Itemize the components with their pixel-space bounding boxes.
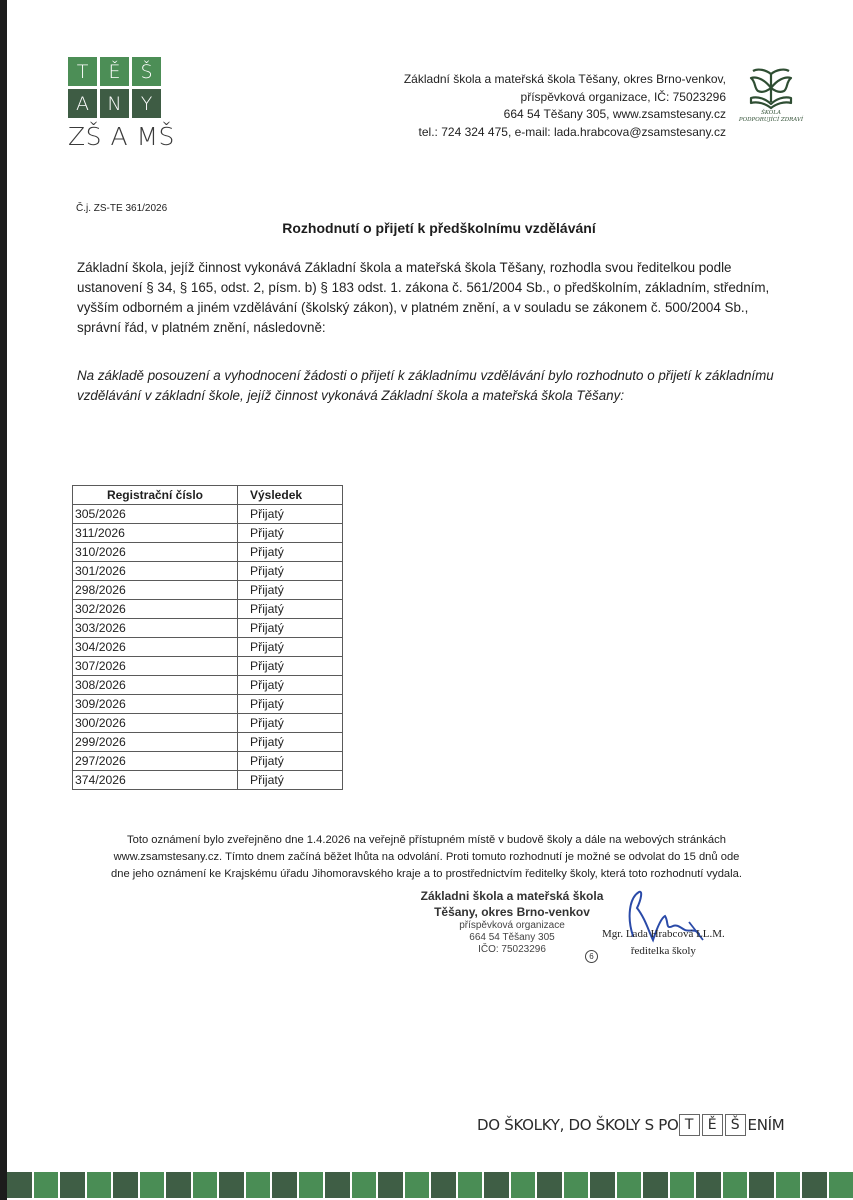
footer-square: [829, 1172, 853, 1198]
registration-number-cell: 311/2026: [73, 524, 238, 543]
table-row: [73, 714, 343, 733]
result-cell: Přijatý: [238, 543, 343, 562]
result-cell: Přijatý: [238, 657, 343, 676]
footer-square: [60, 1172, 85, 1198]
stamp-line: příspěvková organizace: [459, 920, 565, 931]
table-row: [73, 505, 343, 524]
table-row: [73, 524, 343, 543]
logo-subtitle: ZŠ A MŠ: [68, 122, 175, 151]
signer-name: Mgr. Lada Hrabcová LL.M.: [602, 928, 725, 940]
registration-number-cell: 310/2026: [73, 543, 238, 562]
address-line: tel.: 724 324 475, e-mail: lada.hrabcova@zsamstesany.cz: [418, 124, 726, 139]
footer-square: [166, 1172, 191, 1198]
registration-number-cell: 307/2026: [73, 657, 238, 676]
address-line: Základní škola a mateřská škola Těšany, okres Brno-venkov,: [403, 72, 726, 86]
table-row: [73, 733, 343, 752]
decision-paragraph: Základní škola, jejíž činnost vykonává Základní škola a mateřská škola Těšany, rozhodla svou ředitelkou podle ustanovení § 34, § 165, odst. 2, písm. b) § 183 odst. 1. zákona č. 561/2004 Sb., o předškolním, základním, středním, vyšším odborném a jiném vzdělávání (školský zákon), v platném znění, a v souladu se zákonem č. 500/2004 Sb., správní řád, v platném znění, následovně:: [77, 260, 770, 335]
signer-block: [602, 926, 725, 960]
decision-statement: Na základě posouzení a vyhodnocení žádosti o přijetí k základnímu vzdělávání bylo rozhodnuto o přijetí k základnímu vzdělávání v základní škole, jejíž činnost vykonává Základní škola a mateřská škola Těšany:: [77, 368, 774, 403]
table-row: [73, 543, 343, 562]
footer-square: [87, 1172, 112, 1198]
footer-square: [617, 1172, 642, 1198]
scan-edge: [0, 0, 7, 1200]
footer-square: [272, 1172, 297, 1198]
footer-square: [352, 1172, 377, 1198]
result-cell: Přijatý: [238, 619, 343, 638]
table-row: [73, 676, 343, 695]
registration-number-cell: 374/2026: [73, 771, 238, 790]
footer-square: [299, 1172, 324, 1198]
result-cell: Přijatý: [238, 695, 343, 714]
footer-square: [34, 1172, 59, 1198]
result-cell: Přijatý: [238, 752, 343, 771]
footer-square-band: [7, 1172, 853, 1200]
logo-letter: Y: [132, 89, 161, 118]
reference-number: Č.j. ZS-TE 361/2026: [76, 203, 168, 214]
stamp-line: Základni škola a mateřská škola: [420, 889, 604, 903]
slogan-text: DO ŠKOLKY, DO ŠKOLY S PO: [477, 1116, 679, 1134]
table-body: [73, 505, 343, 790]
result-cell: Přijatý: [238, 733, 343, 752]
registration-number-cell: 302/2026: [73, 600, 238, 619]
footer-square: [7, 1172, 32, 1198]
footer-square: [378, 1172, 403, 1198]
footer-square: [511, 1172, 536, 1198]
footer-square: [405, 1172, 430, 1198]
table-row: [73, 562, 343, 581]
logo-letter: N: [100, 89, 129, 118]
result-cell: Přijatý: [238, 505, 343, 524]
footer-square: [696, 1172, 721, 1198]
school-stamp: [398, 888, 626, 961]
document-title: Rozhodnutí o přijetí k předškolnímu vzdělávání: [282, 220, 596, 236]
registration-number-cell: 301/2026: [73, 562, 238, 581]
footer-square: [113, 1172, 138, 1198]
logo-letter: Ě: [100, 57, 129, 86]
table-row: [73, 657, 343, 676]
logo-letter: Š: [132, 57, 161, 86]
registration-number-cell: 300/2026: [73, 714, 238, 733]
footer-square: [723, 1172, 748, 1198]
result-cell: Přijatý: [238, 714, 343, 733]
book-tree-icon: [748, 66, 794, 110]
footer-square: [246, 1172, 271, 1198]
registration-number-cell: 303/2026: [73, 619, 238, 638]
slogan-box-letter: Š: [725, 1114, 746, 1136]
table-row: [73, 600, 343, 619]
school-logo: [68, 57, 175, 151]
footer-square: [431, 1172, 456, 1198]
health-school-emblem: [735, 66, 807, 124]
footer-square: [749, 1172, 774, 1198]
table-row: [73, 638, 343, 657]
emblem-line1: ŠKOLA: [761, 110, 781, 116]
registration-number-cell: 305/2026: [73, 505, 238, 524]
table-row: [73, 619, 343, 638]
slogan-text-end: ENÍM: [747, 1116, 785, 1134]
publication-notice: [60, 832, 793, 883]
footer-square: [458, 1172, 483, 1198]
notice-line: www.zsamstesany.cz. Tímto dnem začíná běžet lhůta na odvolání. Proti tomuto rozhodnutí je možné se odvolat do 15 dnů ode: [113, 851, 740, 863]
table-row: [73, 581, 343, 600]
footer-square: [670, 1172, 695, 1198]
table-row: [73, 752, 343, 771]
stamp-line: IČO: 75023296: [478, 944, 546, 955]
result-cell: Přijatý: [238, 638, 343, 657]
results-table: [72, 485, 343, 790]
result-cell: Přijatý: [238, 771, 343, 790]
logo-letter: A: [68, 89, 97, 118]
notice-line: dne jeho oznámení ke Krajskému úřadu Jihomoravského kraje a to prostřednictvím ředitelky školy, která toto rozhodnutí vydala.: [111, 868, 742, 880]
table-row: [73, 695, 343, 714]
slogan-box-letter: T: [679, 1114, 700, 1136]
footer-square: [484, 1172, 509, 1198]
registration-number-cell: 297/2026: [73, 752, 238, 771]
footer-square: [193, 1172, 218, 1198]
footer-square: [643, 1172, 668, 1198]
footer-square: [537, 1172, 562, 1198]
footer-square: [776, 1172, 801, 1198]
school-address: [404, 71, 726, 141]
stamp-number: 6: [585, 950, 598, 963]
registration-number-cell: 298/2026: [73, 581, 238, 600]
footer-square: [590, 1172, 615, 1198]
result-cell: Přijatý: [238, 676, 343, 695]
signer-role: ředitelka školy: [630, 945, 696, 957]
footer-square: [325, 1172, 350, 1198]
result-cell: Přijatý: [238, 600, 343, 619]
emblem-line2: PODPORUJÍCÍ ZDRAVÍ: [738, 117, 804, 123]
registration-number-cell: 304/2026: [73, 638, 238, 657]
registration-number-cell: 299/2026: [73, 733, 238, 752]
notice-line: Toto oznámení bylo zveřejněno dne 1.4.2026 na veřejně přístupném místě v budově školy a dále na webových stránkách: [127, 834, 726, 846]
address-line: 664 54 Těšany 305, www.zsamstesany.cz: [503, 107, 726, 121]
column-header-result: Výsledek: [238, 486, 343, 505]
address-line: příspěvková organizace, IČ: 75023296: [520, 89, 726, 104]
logo-grid: [68, 57, 175, 118]
footer-square: [140, 1172, 165, 1198]
column-header-registration: Registrační číslo: [73, 486, 238, 505]
table-row: [73, 771, 343, 790]
school-slogan: [477, 1114, 784, 1136]
stamp-line: Těšany, okres Brno-venkov: [434, 905, 590, 919]
result-cell: Přijatý: [238, 524, 343, 543]
registration-number-cell: 309/2026: [73, 695, 238, 714]
footer-square: [802, 1172, 827, 1198]
table-header-row: [73, 486, 343, 505]
stamp-line: 664 54 Těšany 305: [469, 932, 555, 943]
result-cell: Přijatý: [238, 562, 343, 581]
slogan-box-letter: Ě: [702, 1114, 723, 1136]
footer-square: [564, 1172, 589, 1198]
footer-square: [219, 1172, 244, 1198]
registration-number-cell: 308/2026: [73, 676, 238, 695]
result-cell: Přijatý: [238, 581, 343, 600]
logo-letter: T: [68, 57, 97, 86]
